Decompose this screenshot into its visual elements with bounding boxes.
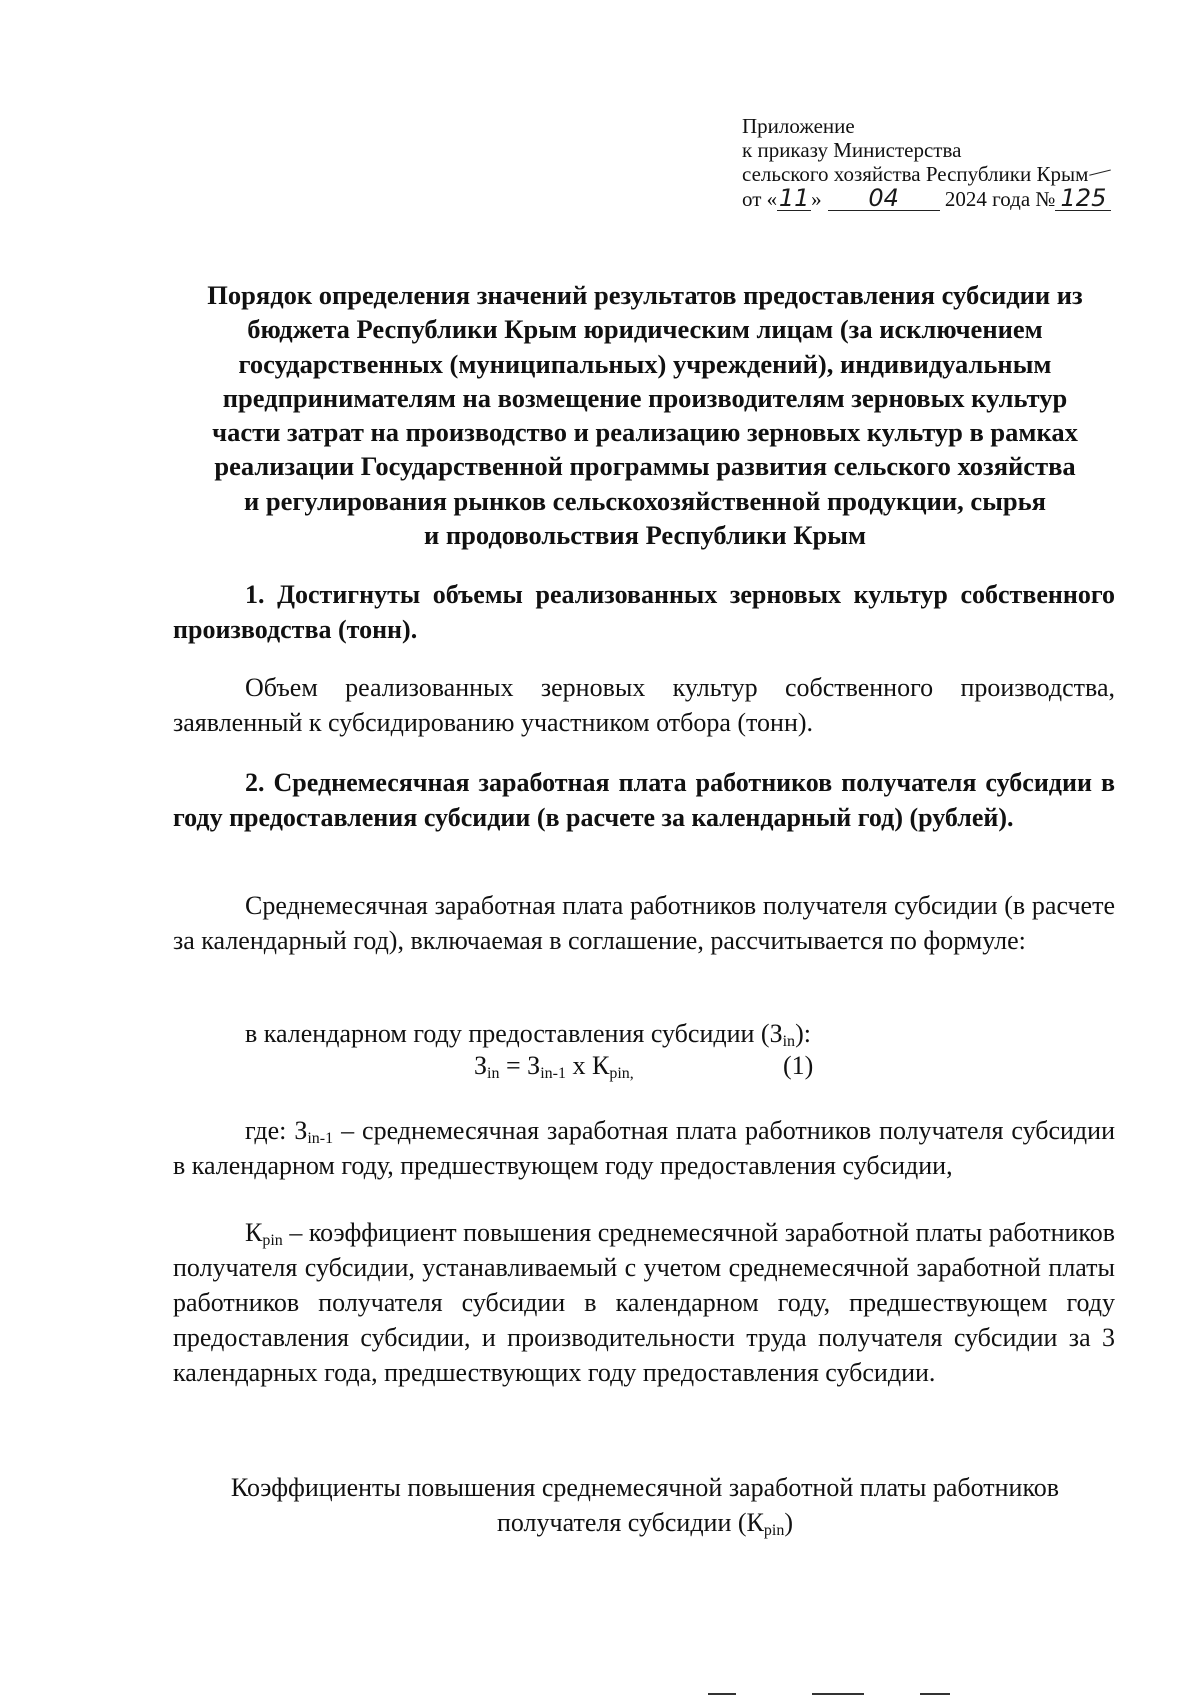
where-1-lead: где: З: [245, 1116, 308, 1145]
where-2-sub: pin: [262, 1232, 283, 1249]
table-edge-mark: [708, 1693, 736, 1695]
formula-z: З: [474, 1051, 488, 1080]
formula-expression: [474, 1049, 634, 1083]
formula-times: х: [565, 1051, 592, 1080]
date-prefix: от «: [742, 187, 778, 211]
document-title: [160, 278, 1130, 552]
section-2-heading: 2. Среднемесячная заработная плата работников получателя субсидии в году предоставления субсидии (в расчете за календарный год) (рублей).: [173, 768, 1115, 832]
table-title: [160, 1470, 1130, 1540]
formula-intro-sub: in: [782, 1033, 796, 1050]
where-1-sub: in-1: [307, 1130, 334, 1147]
annex-line-3: [742, 162, 1142, 186]
annex-line-2: к приказу Министерства: [742, 138, 962, 162]
formula-z-sub: in: [487, 1065, 500, 1082]
date-mid: »: [811, 187, 822, 211]
formula-z-prev-sub: in-1: [540, 1065, 566, 1082]
where-2-text: – коэффициент повышения среднемесячной заработной платы работников получателя субсидии, устанавливаемый с учетом среднемесячной заработной платы работников получателя субсидии в календарном году, предшествующем году предоставления субсидии, и производительности труда получателя субсидии за 3 календарных года, предшествующих году предоставления субсидии.: [173, 1218, 1115, 1387]
formula-k-sub: pin,: [609, 1065, 634, 1082]
where-paragraph-1: [173, 1113, 1115, 1183]
formula-intro-end: ):: [795, 1019, 811, 1048]
title-line: предпринимателям на возмещение производителям зерновых культур: [222, 382, 1068, 413]
title-line: Порядок определения значений результатов предоставления субсидии из: [207, 280, 1083, 310]
signature-mark-icon: [1090, 169, 1114, 183]
title-line: бюджета Республики Крым юридическим лицам (за исключением: [247, 314, 1043, 345]
table-title-line-2-end: ): [784, 1508, 794, 1537]
section-1-heading: 1. Достигнуты объемы реализованных зерновых культур собственного производства (тонн).: [173, 580, 1115, 644]
where-2-lead: К: [245, 1218, 263, 1247]
title-line: и регулирования рынков сельскохозяйственной продукции, сырья: [244, 485, 1046, 516]
formula-equals: =: [499, 1051, 528, 1080]
title-line: и продовольствия Республики Крым: [423, 520, 867, 551]
title-line: реализации Государственной программы развития сельского хозяйства: [214, 451, 1076, 482]
formula-z-prev: З: [527, 1051, 541, 1080]
title-line: государственных (муниципальных) учреждений), индивидуальным: [238, 348, 1052, 379]
section-2-text: Среднемесячная заработная плата работников получателя субсидии (в расчете за календарный год), включаемая в соглашение, рассчитывается по формуле:: [173, 891, 1115, 955]
annex-line-1: Приложение: [742, 114, 855, 138]
table-edge-mark: [812, 1693, 864, 1695]
table-top-edge: [0, 1693, 1200, 1697]
formula-k: К: [591, 1051, 610, 1080]
formula-number: (1): [783, 1051, 814, 1080]
date-day: 11: [778, 184, 810, 212]
date-year: 2024 года №: [944, 187, 1056, 211]
table-title-sub: pin: [763, 1522, 785, 1539]
table-title-line-2: [160, 1505, 1130, 1540]
formula-intro-text: в календарном году предоставления субсидии (З: [245, 1019, 783, 1048]
annex-header: [742, 114, 1142, 211]
date-month: 04: [828, 186, 940, 211]
annex-date-line: [742, 186, 1142, 211]
where-1-text: – среднемесячная заработная плата работников получателя субсидии в календарном году, предшествующем году предоставления субсидии,: [173, 1116, 1115, 1180]
order-number: 125: [1055, 186, 1111, 211]
formula-intro: [245, 1017, 811, 1051]
table-title-line-2-text: получателя субсидии (К: [496, 1508, 764, 1537]
table-edge-mark: [920, 1693, 950, 1695]
annex-line-3-text: сельского хозяйства Республики Крым: [742, 162, 1089, 186]
table-title-line-1: Коэффициенты повышения среднемесячной заработной платы работников: [230, 1473, 1060, 1502]
section-1-text: Объем реализованных зерновых культур собственного производства, заявленный к субсидированию участником отбора (тонн).: [173, 673, 1115, 737]
where-paragraph-2: [173, 1215, 1115, 1390]
title-line: части затрат на производство и реализацию зерновых культур в рамках: [212, 417, 1078, 448]
